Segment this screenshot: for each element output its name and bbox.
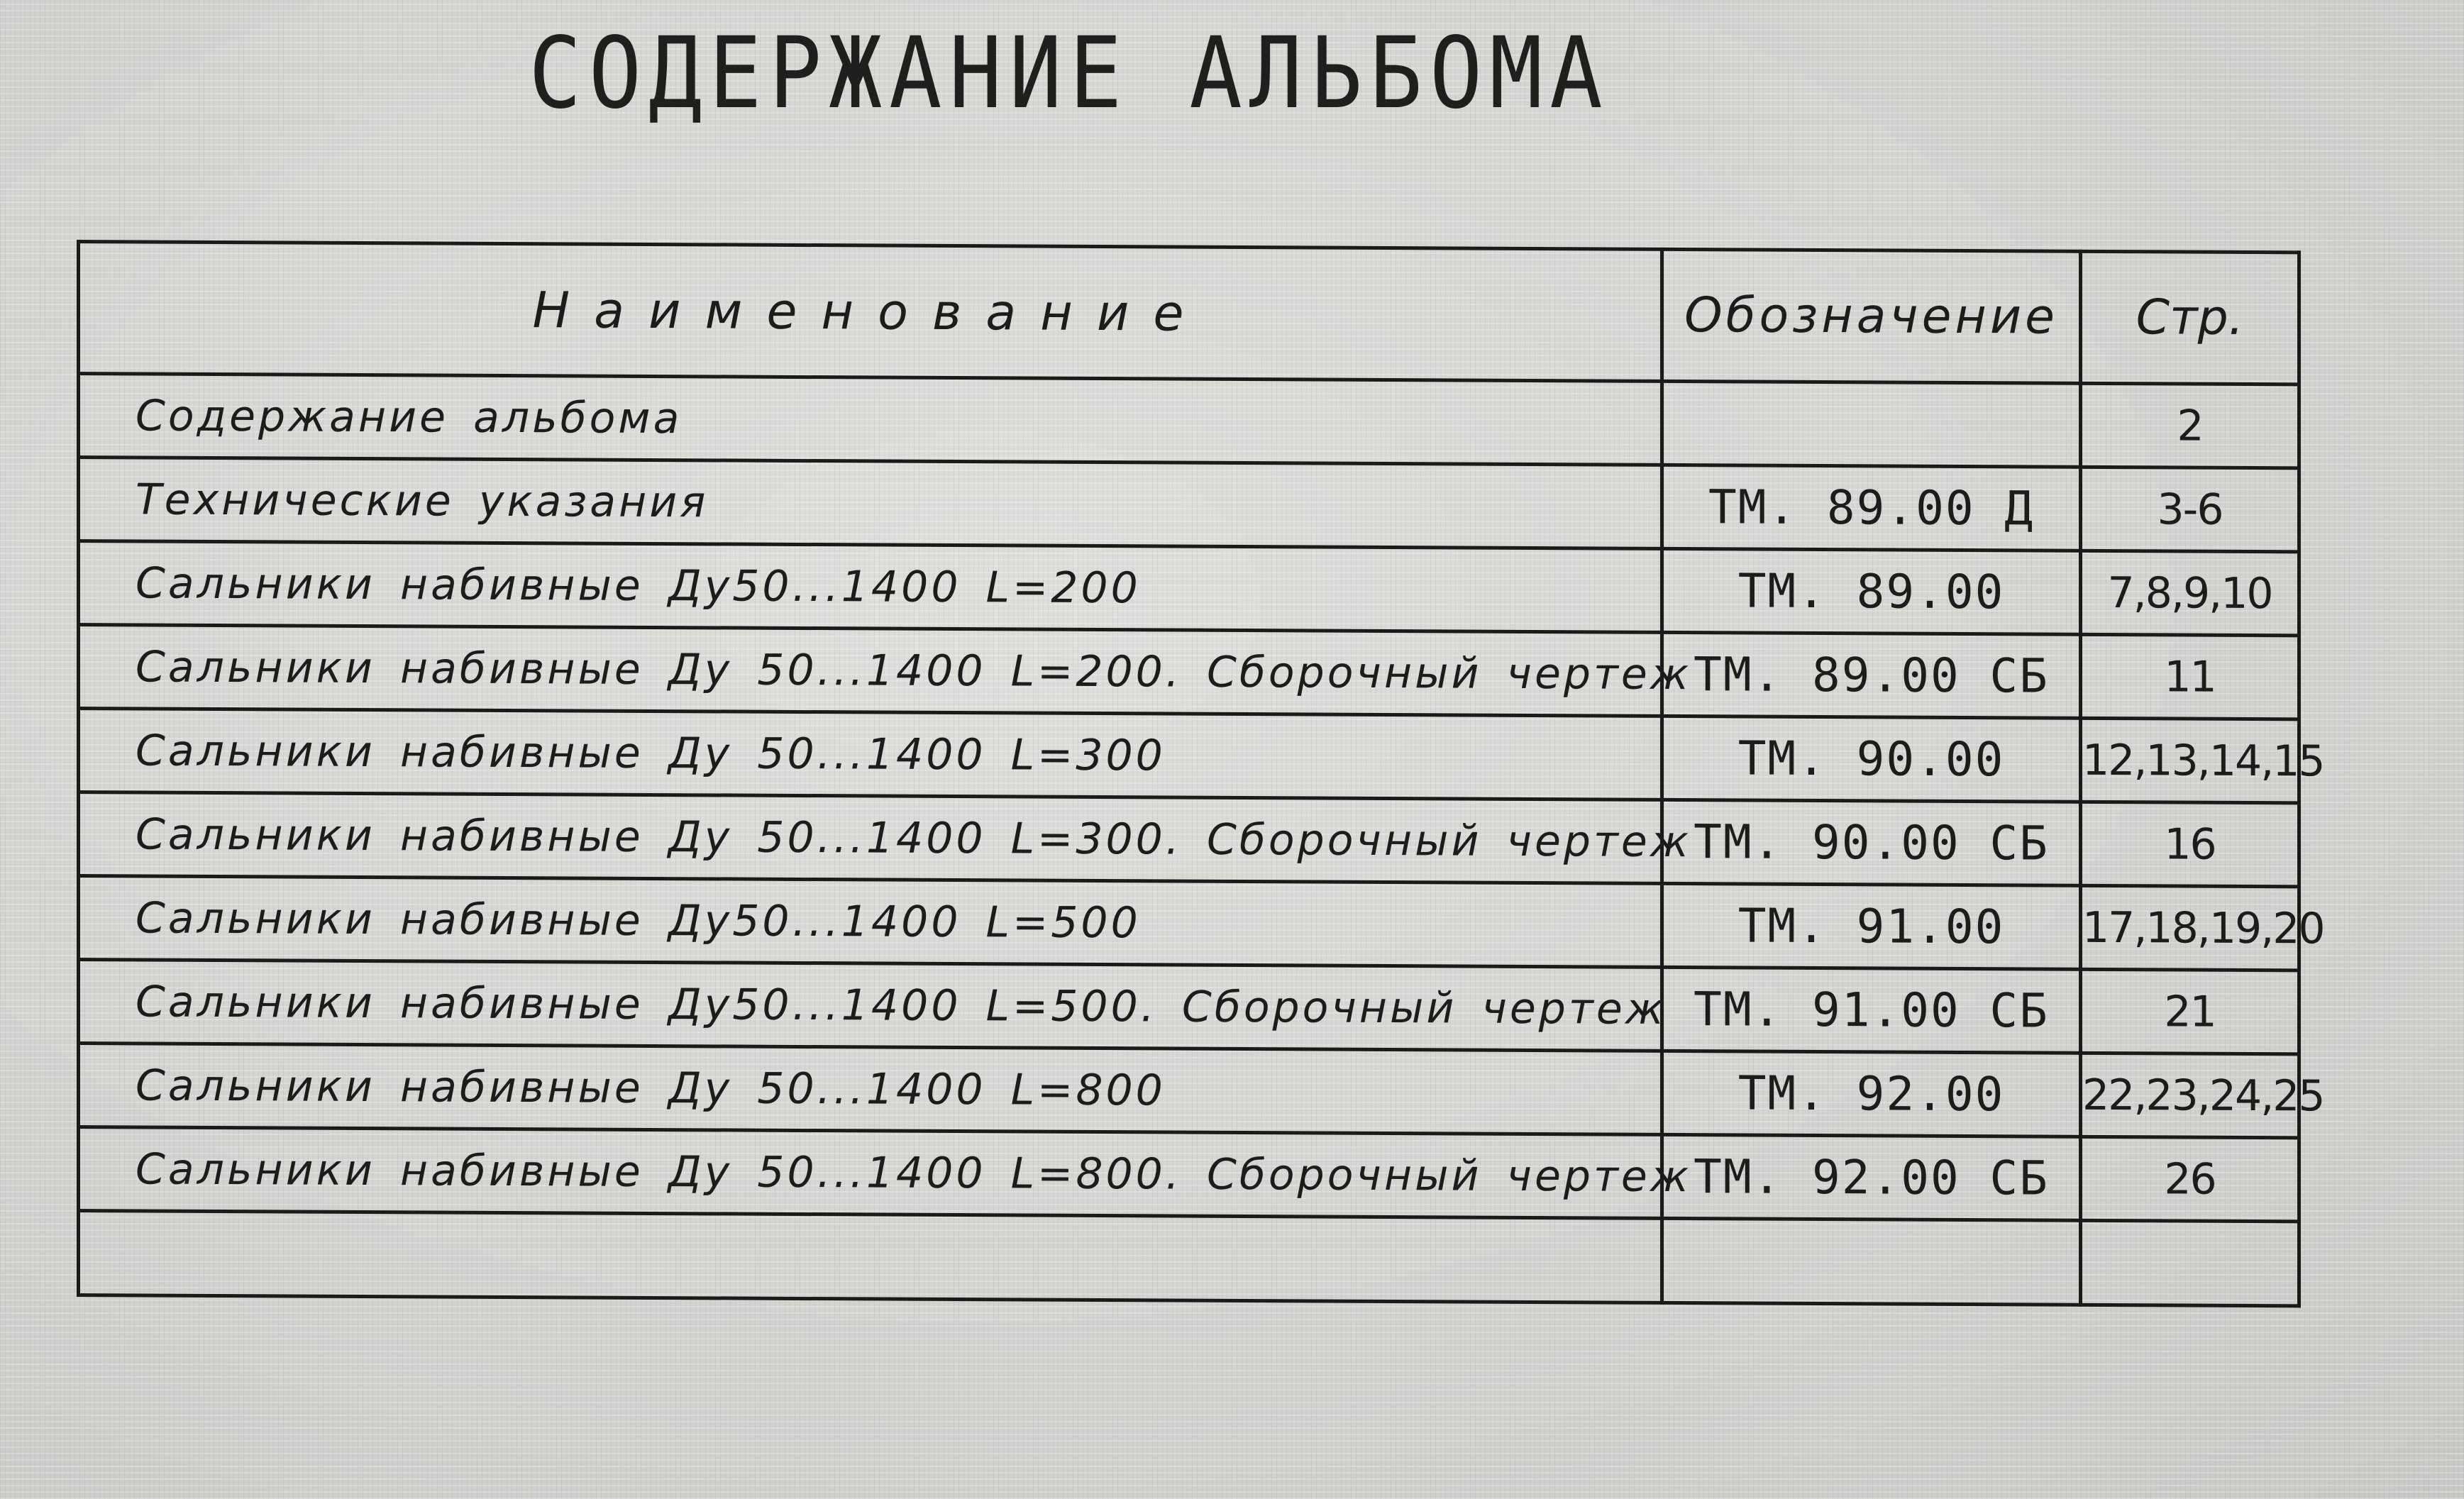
column-header-name: Наименование	[79, 242, 1662, 382]
row-page: 11	[2081, 634, 2299, 719]
contents-table	[77, 240, 2324, 1307]
table-header-row	[79, 242, 2299, 385]
row-designation: ТМ. 89.00 Д	[1662, 465, 2081, 551]
row-name: Сальники набивные Ду 50...1400 L=300. Сборочный чертеж	[79, 792, 1662, 884]
table-row	[79, 458, 2299, 552]
table-row	[79, 1044, 2299, 1138]
row-designation: ТМ. 92.00	[1662, 1051, 2081, 1136]
row-page: 2	[2081, 383, 2299, 468]
row-name: Технические указания	[79, 458, 1662, 549]
row-name: Сальники набивные Ду 50...1400 L=300	[79, 709, 1662, 800]
row-page: 3-6	[2081, 467, 2299, 552]
row-name: Сальники набивные Ду50...1400 L=200	[79, 541, 1662, 633]
table-row	[79, 541, 2299, 636]
page-title: СОДЕРЖАНИЕ АЛЬБОМА	[529, 16, 1610, 131]
table-row	[79, 709, 2299, 803]
row-page: 21	[2081, 969, 2299, 1054]
row-name: Сальники набивные Ду 50...1400 L=200. Сборочный чертеж	[79, 625, 1662, 717]
empty-cell-page	[2081, 1220, 2299, 1306]
empty-table-row	[79, 1211, 2299, 1306]
row-designation: ТМ. 90.00 СБ	[1662, 800, 2081, 885]
table-row	[79, 1127, 2299, 1222]
row-page: 17,18,19,20	[2081, 885, 2299, 970]
table-row	[79, 625, 2299, 719]
table-row	[79, 960, 2299, 1054]
row-designation: ТМ. 89.00	[1662, 548, 2081, 634]
row-designation: ТМ. 89.00 СБ	[1662, 632, 2081, 718]
row-page: 26	[2081, 1136, 2299, 1222]
row-page: 12,13,14,15	[2081, 718, 2299, 803]
row-designation: ТМ. 91.00 СБ	[1662, 967, 2081, 1053]
row-page: 22,23,24,25	[2081, 1053, 2299, 1138]
row-name: Сальники набивные Ду 50...1400 L=800. Сборочный чертеж	[79, 1127, 1662, 1219]
row-name: Сальники набивные Ду 50...1400 L=800	[79, 1044, 1662, 1135]
empty-cell-designation	[1662, 1218, 2081, 1305]
row-page: 7,8,9,10	[2081, 551, 2299, 636]
row-name: Сальники набивные Ду50...1400 L=500. Сборочный чертеж	[79, 960, 1662, 1051]
row-name: Сальники набивные Ду50...1400 L=500	[79, 876, 1662, 968]
table-row	[79, 792, 2299, 887]
empty-cell-name	[79, 1211, 1662, 1303]
row-designation: ТМ. 90.00	[1662, 716, 2081, 802]
row-designation	[1662, 381, 2081, 467]
column-header-designation: Обозначение	[1662, 249, 2081, 383]
row-designation: ТМ. 92.00 СБ	[1662, 1134, 2081, 1220]
row-designation: ТМ. 91.00	[1662, 883, 2081, 969]
table-row	[79, 876, 2299, 970]
row-name: Содержание альбома	[79, 374, 1662, 465]
row-page: 16	[2081, 802, 2299, 887]
table-row	[79, 374, 2299, 468]
column-header-page: Стр.	[2081, 251, 2299, 385]
